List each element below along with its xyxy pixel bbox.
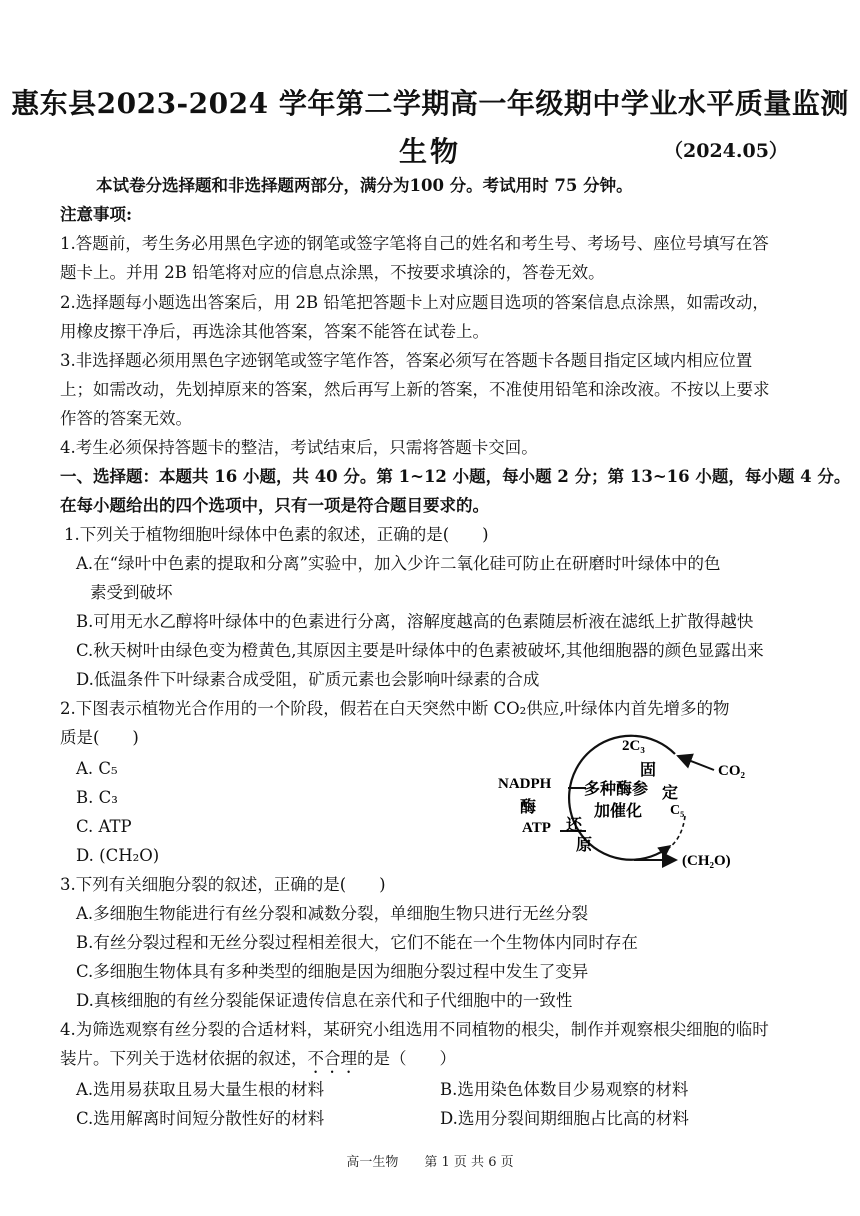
center-label-2: 加催化 bbox=[594, 801, 643, 820]
q1-option-a: A.在“绿叶中色素的提取和分离”实验中，加入少许二氧化硅可防止在研磨时叶绿体中的色 bbox=[76, 554, 721, 573]
q4-stem-cont bbox=[60, 1047, 808, 1077]
nadph-label: NADPH bbox=[498, 776, 552, 792]
q2-option-a: A. C₅ bbox=[76, 759, 118, 778]
reduce-label: 还 bbox=[566, 815, 583, 834]
q3-option-b: B.有丝分裂过程和无丝分裂过程相差很大，它们不能在一个生物体内同时存在 bbox=[76, 933, 638, 952]
q2-stem: 2.下图表示植物光合作用的一个阶段，假若在白天突然中断 CO₂供应,叶绿体内首先增多的物 bbox=[60, 699, 730, 718]
q2-option-c: C. ATP bbox=[76, 817, 132, 836]
q3-option-a: A.多细胞生物能进行有丝分裂和减数分裂，单细胞生物只进行无丝分裂 bbox=[76, 904, 589, 923]
calvin-cycle-diagram bbox=[490, 732, 790, 882]
notice-line: 题卡上。并用 2B 铅笔将对应的信息点涂黑，不按要求填涂的，答卷无效。 bbox=[60, 263, 605, 282]
q4-option-b: B.选用染色体数目少易观察的材料 bbox=[440, 1080, 689, 1099]
subject-title: 生物 bbox=[398, 135, 461, 168]
cycle-dashed-arc bbox=[666, 816, 685, 850]
q3-stem: 3.下列有关细胞分裂的叙述，正确的是( ) bbox=[60, 875, 386, 894]
notice-line: 1.答题前，考生务必用黑色字迹的钢笔或签字笔将自己的姓名和考生号、考场号、座位号填写在答 bbox=[60, 234, 769, 253]
exam-intro: 本试卷分选择题和非选择题两部分，满分为100 分。考试用时 75 分钟。 bbox=[96, 176, 633, 195]
notice-line: 4.考生必须保持答题卡的整洁，考试结束后，只需将答题卡交回。 bbox=[60, 438, 538, 457]
reduce-label-2: 原 bbox=[576, 835, 593, 854]
q3-option-d: D.真核细胞的有丝分裂能保证遗传信息在亲代和子代细胞中的一致性 bbox=[76, 991, 573, 1010]
q4-stem-emphasis: 不合理 bbox=[307, 1049, 357, 1068]
exam-title: 惠东县2023-2024 学年第二学期高一年级期中学业水平质量监测 bbox=[11, 87, 849, 120]
notice-line: 用橡皮擦干净后，再选涂其他答案，答案不能答在试卷上。 bbox=[60, 322, 489, 341]
q1-option-d: D.低温条件下叶绿素合成受阻，矿质元素也会影响叶绿素的合成 bbox=[76, 670, 540, 689]
q1-option-c: C.秋天树叶由绿色变为橙黄色,其原因主要是叶绿体中的色素被破坏,其他细胞器的颜色显露出来 bbox=[76, 641, 764, 660]
q1-option-a-cont: 素受到破坏 bbox=[90, 583, 173, 602]
q2-option-b: B. C₃ bbox=[76, 788, 118, 807]
section-heading: 一、选择题：本题共 16 小题，共 40 分。第 1~12 小题，每小题 2 分；第 13~16 小题，每小题 4 分。 bbox=[60, 467, 851, 486]
q4-stem-post: 的是（ ） bbox=[357, 1049, 456, 1068]
q4-stem: 4.为筛选观察有丝分裂的合适材料，某研究小组选用不同植物的根尖，制作并观察根尖细胞的临时 bbox=[60, 1020, 769, 1039]
q4-option-a: A.选用易获取且易大量生根的材料 bbox=[76, 1080, 325, 1099]
atp-label: ATP bbox=[522, 820, 551, 836]
q4-option-c: C.选用解离时间短分散性好的材料 bbox=[76, 1109, 325, 1128]
notice-line: 作答的答案无效。 bbox=[60, 409, 192, 428]
exam-date: （2024.05） bbox=[664, 140, 788, 162]
q4-stem-pre: 装片。下列关于选材依据的叙述， bbox=[60, 1049, 308, 1068]
c5-label: C₅ bbox=[670, 803, 685, 818]
fix-label-2: 定 bbox=[662, 783, 679, 802]
q4-option-d: D.选用分裂间期细胞占比高的材料 bbox=[440, 1109, 689, 1128]
notice-line: 3.非选择题必须用黑色字迹钢笔或签字笔作答，答案必须写在答题卡各题目指定区域内相应位置 bbox=[60, 351, 753, 370]
center-label-1: 多种酶参 bbox=[584, 779, 649, 798]
notice-line: 2.选择题每小题选出答案后，用 2B 铅笔把答题卡上对应题目选项的答案信息点涂黑，如需改动， bbox=[60, 293, 769, 312]
co2-label: CO₂ bbox=[718, 763, 745, 779]
c3-label: 2C₃ bbox=[622, 738, 645, 754]
notice-line: 上；如需改动，先划掉原来的答案，然后再写上新的答案，不准使用铅笔和涂改液。不按以上要求 bbox=[60, 380, 770, 399]
co2-arrow bbox=[678, 756, 714, 770]
q2-stem-cont: 质是( ) bbox=[60, 728, 139, 747]
q1-stem: 1.下列关于植物细胞叶绿体中色素的叙述，正确的是( ) bbox=[64, 525, 489, 544]
notice-heading: 注意事项: bbox=[60, 205, 133, 224]
q2-option-d: D. (CH₂O) bbox=[76, 846, 160, 865]
page-footer: 高一生物 第 1 页 共 6 页 bbox=[346, 1155, 514, 1170]
q3-option-c: C.多细胞生物体具有多种类型的细胞是因为细胞分裂过程中发生了变异 bbox=[76, 962, 589, 981]
q1-option-b: B.可用无水乙醇将叶绿体中的色素进行分离，溶解度越高的色素随层析液在滤纸上扩散得越快 bbox=[76, 612, 754, 631]
enzyme-label: 酶 bbox=[520, 797, 537, 816]
fix-label: 固 bbox=[640, 760, 657, 779]
section-heading-cont: 在每小题给出的四个选项中，只有一项是符合题目要求的。 bbox=[60, 496, 489, 515]
ch2o-label: (CH₂O) bbox=[682, 853, 731, 869]
